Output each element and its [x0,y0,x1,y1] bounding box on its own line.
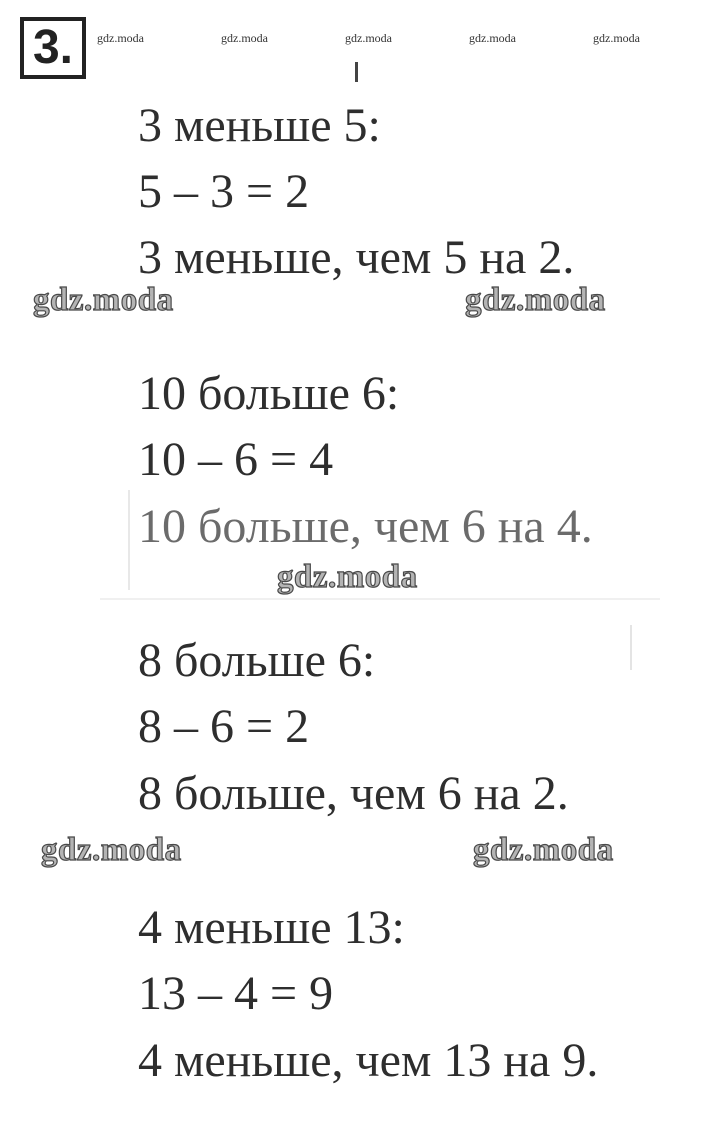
block1-answer: 3 меньше, чем 5 на 2. [138,231,575,284]
watermark-small: gdz.moda [593,31,640,45]
watermark-small: gdz.moda [469,31,516,45]
task-number-box [20,17,86,79]
task-number: 3. [32,21,74,74]
block3-equation: 8 – 6 = 2 [138,700,310,753]
watermark-large: gdz.moda [465,282,606,318]
scan-artifact [128,490,130,590]
block1-equation: 5 – 3 = 2 [138,165,310,218]
block4-answer: 4 меньше, чем 13 на 9. [138,1034,599,1087]
watermark-large: gdz.moda [277,559,418,595]
watermark-large: gdz.moda [41,832,182,868]
watermark-small: gdz.moda [345,31,392,45]
watermark-small: gdz.moda [221,31,268,45]
block3-statement: 8 больше 6: [138,634,376,687]
block4-statement: 4 меньше 13: [138,901,405,954]
block2-answer: 10 больше, чем 6 на 4. [138,500,593,553]
watermark-large: gdz.moda [33,282,174,318]
block1-statement: 3 меньше 5: [138,99,381,152]
watermark-large: gdz.moda [473,832,614,868]
block3-answer: 8 больше, чем 6 на 2. [138,767,569,820]
scan-artifact [100,598,660,600]
block2-equation: 10 – 6 = 4 [138,433,334,486]
block2-statement: 10 больше 6: [138,367,400,420]
stray-mark [355,62,358,82]
watermark-small: gdz.moda [97,31,144,45]
block4-equation: 13 – 4 = 9 [138,967,334,1020]
scan-artifact [630,625,632,670]
